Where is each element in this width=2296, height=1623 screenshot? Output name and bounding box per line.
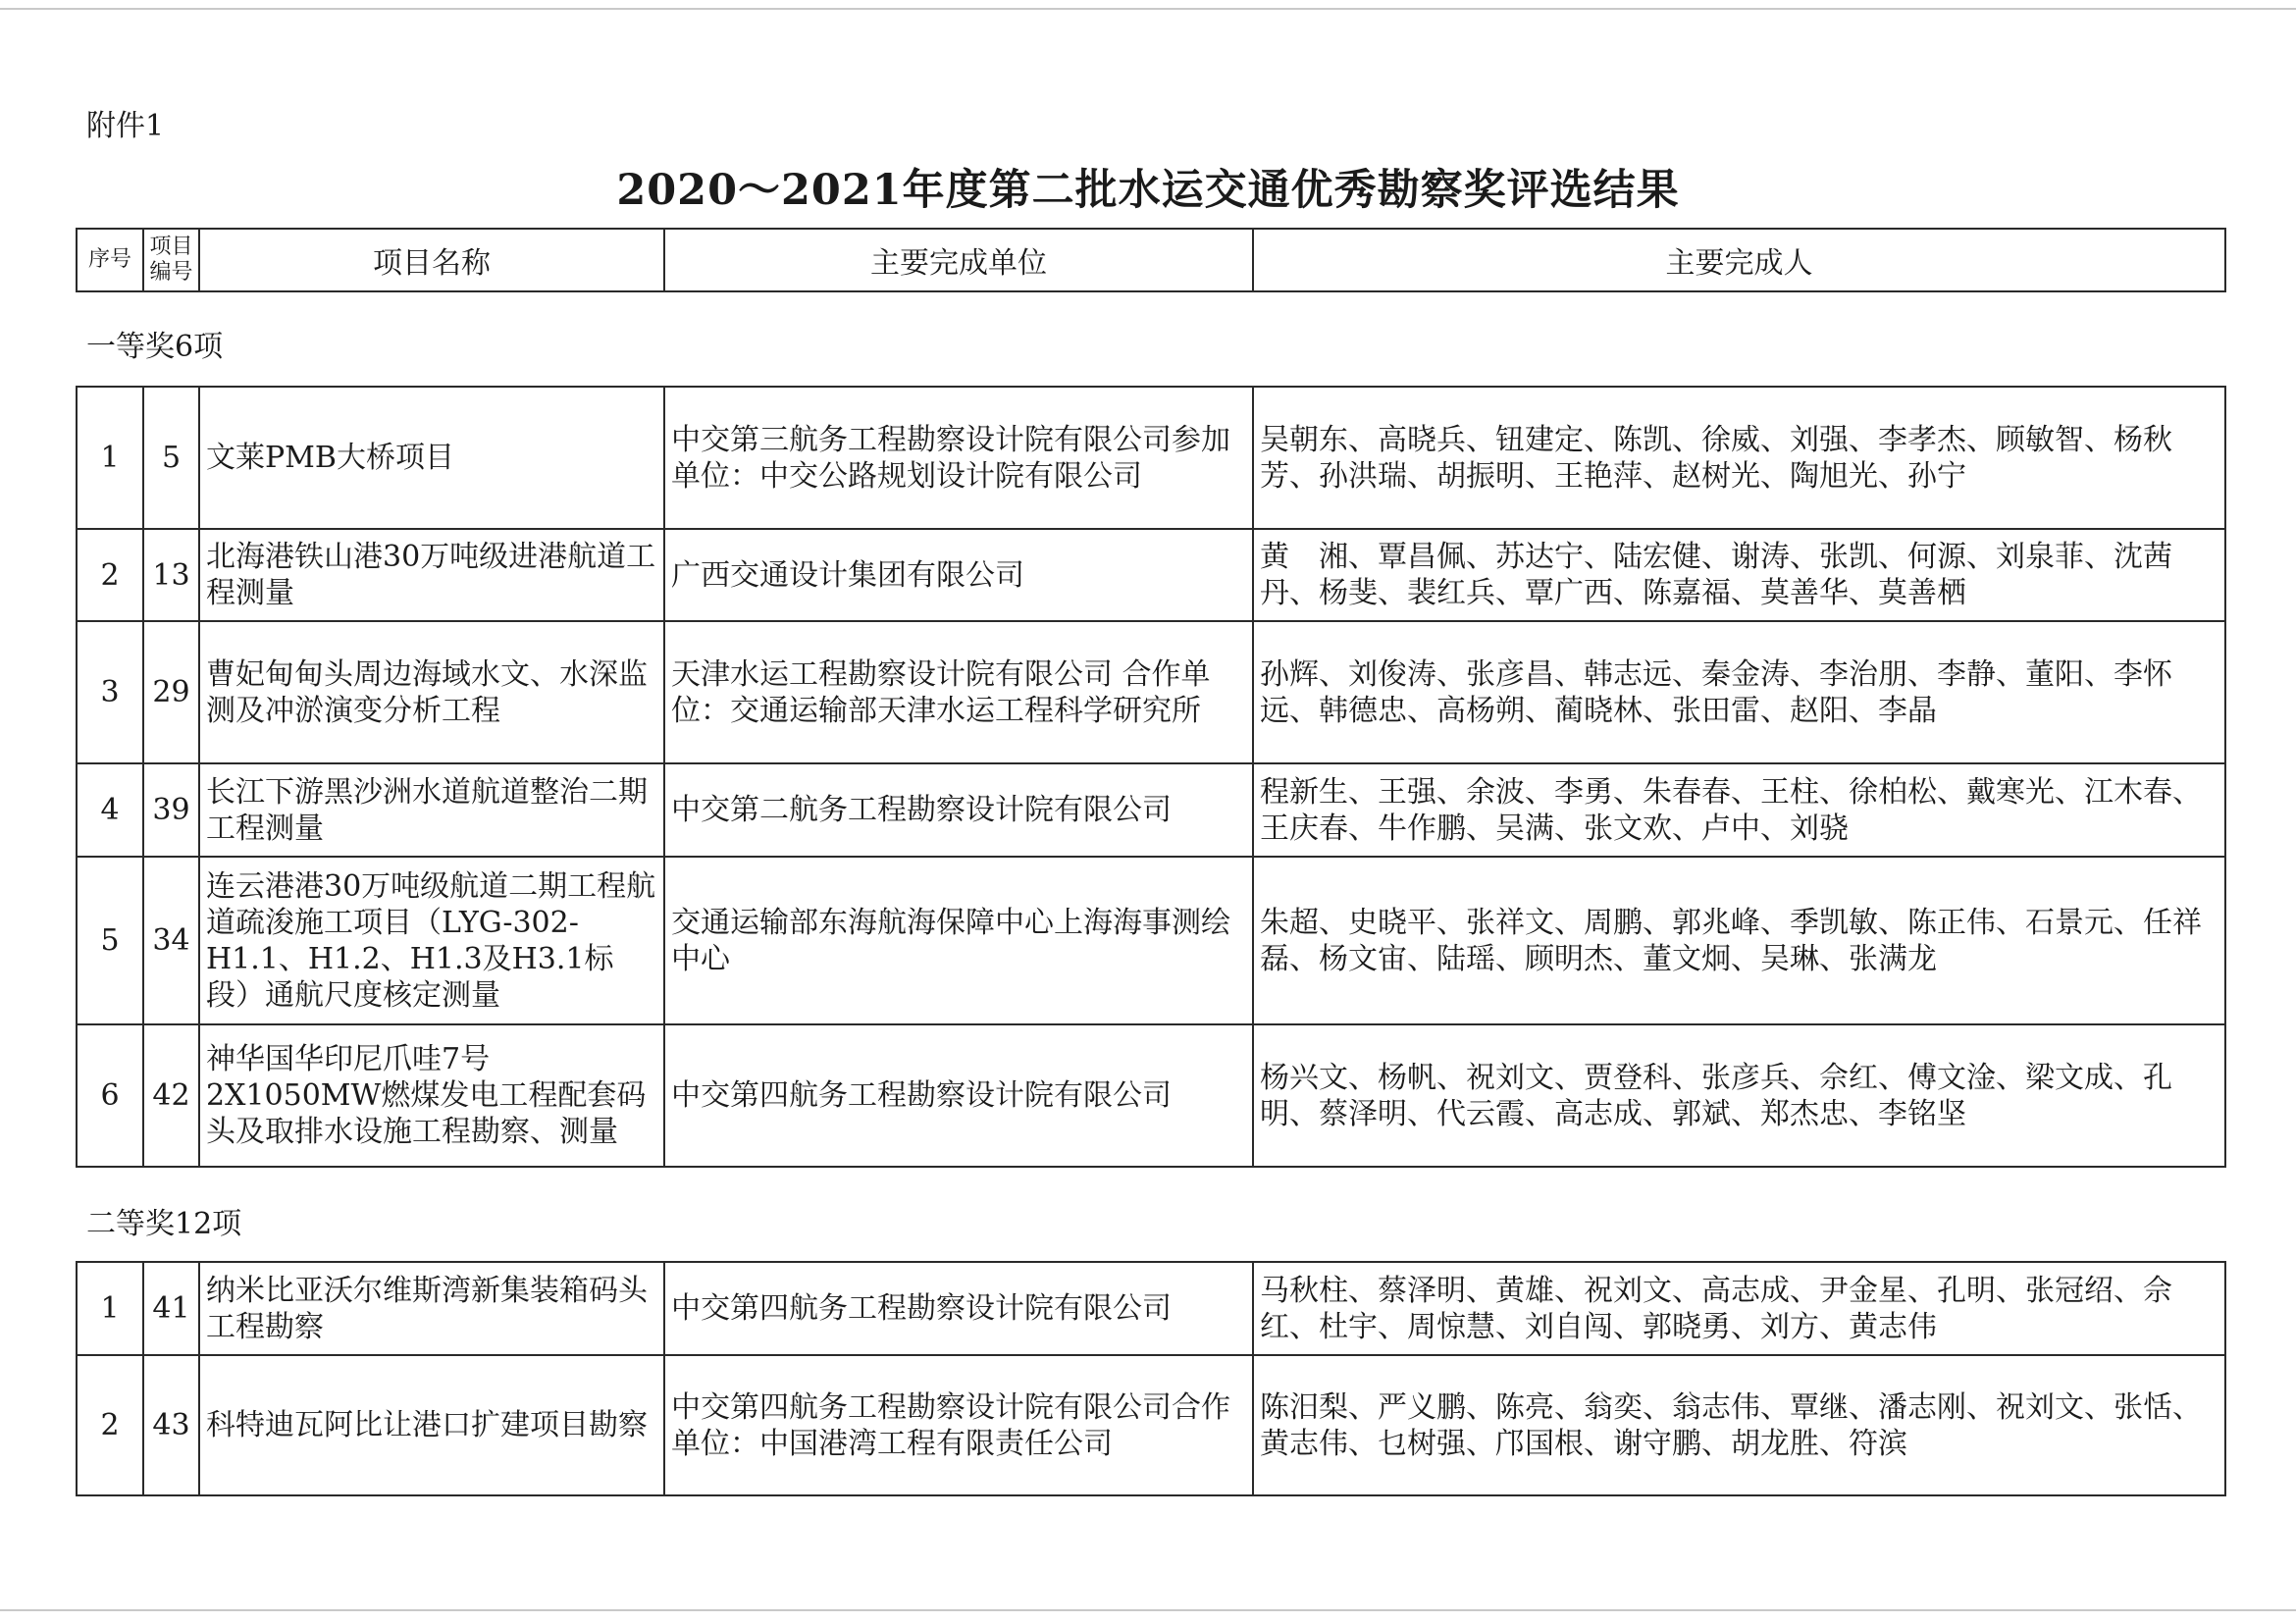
second-prize-label: 二等奖12项 <box>86 1207 242 1241</box>
row-persons: 吴朝东、高晓兵、钮建定、陈凯、徐威、刘强、李孝杰、顾敏智、杨秋芳、孙洪瑞、胡振明、王艳萍、赵树光、陶旭光、孙宁 <box>1253 387 2225 529</box>
row-project-name: 连云港港30万吨级航道二期工程航道疏浚施工项目（LYG-302-H1.1、H1.2、H1.3及H3.1标段）通航尺度核定测量 <box>199 857 664 1024</box>
row-project-name: 北海港铁山港30万吨级进港航道工程测量 <box>199 529 664 621</box>
header-project-no-line2: 编号 <box>149 260 193 285</box>
row-project-no: 29 <box>143 621 199 763</box>
row-persons: 朱超、史晓平、张祥文、周鹏、郭兆峰、季凯敏、陈正伟、石景元、任祥磊、杨文宙、陆瑶、顾明杰、董文炯、吴琳、张满龙 <box>1253 857 2225 1024</box>
row-project-no: 13 <box>143 529 199 621</box>
row-project-no: 41 <box>143 1262 199 1355</box>
second-prize-table <box>76 1261 2226 1496</box>
first-prize-label: 一等奖6项 <box>86 330 224 364</box>
header-project-no <box>143 229 199 291</box>
row-project-no: 42 <box>143 1024 199 1167</box>
header-seq: 序号 <box>77 229 143 291</box>
table-row <box>77 1355 2225 1495</box>
row-seq: 6 <box>77 1024 143 1167</box>
row-persons: 孙辉、刘俊涛、张彦昌、韩志远、秦金涛、李治朋、李静、董阳、李怀远、韩德忠、高杨朔、蔺晓林、张田雷、赵阳、李晶 <box>1253 621 2225 763</box>
row-project-name: 科特迪瓦阿比让港口扩建项目勘察 <box>199 1355 664 1495</box>
row-persons: 马秋柱、蔡泽明、黄雄、祝刘文、高志成、尹金星、孔明、张冠绍、佘红、杜宇、周惊慧、刘自闯、郭晓勇、刘方、黄志伟 <box>1253 1262 2225 1355</box>
row-project-no: 39 <box>143 763 199 857</box>
row-seq: 2 <box>77 529 143 621</box>
row-seq: 2 <box>77 1355 143 1495</box>
row-project-name: 长江下游黑沙洲水道航道整治二期工程测量 <box>199 763 664 857</box>
row-project-no: 5 <box>143 387 199 529</box>
row-project-no: 43 <box>143 1355 199 1495</box>
row-persons: 杨兴文、杨帆、祝刘文、贾登科、张彦兵、佘红、傅文淦、梁文成、孔明、蔡泽明、代云霞、高志成、郭斌、郑杰忠、李铭坚 <box>1253 1024 2225 1167</box>
table-row <box>77 529 2225 621</box>
row-unit: 中交第四航务工程勘察设计院有限公司合作单位：中国港湾工程有限责任公司 <box>664 1355 1253 1495</box>
scan-bottom-edge <box>0 1609 2296 1611</box>
row-project-name: 文莱PMB大桥项目 <box>199 387 664 529</box>
row-unit: 中交第三航务工程勘察设计院有限公司参加单位：中交公路规划设计院有限公司 <box>664 387 1253 529</box>
row-unit: 天津水运工程勘察设计院有限公司 合作单位：交通运输部天津水运工程科学研究所 <box>664 621 1253 763</box>
first-prize-table <box>76 386 2226 1168</box>
header-project-no-line1: 项目 <box>149 235 193 259</box>
row-unit: 中交第四航务工程勘察设计院有限公司 <box>664 1024 1253 1167</box>
table-row <box>77 621 2225 763</box>
scan-top-edge <box>0 8 2296 10</box>
table-row <box>77 763 2225 857</box>
row-unit: 交通运输部东海航海保障中心上海海事测绘中心 <box>664 857 1253 1024</box>
table-row <box>77 1262 2225 1355</box>
row-project-no: 34 <box>143 857 199 1024</box>
header-table <box>76 228 2226 292</box>
row-project-name: 曹妃甸甸头周边海域水文、水深监测及冲淤演变分析工程 <box>199 621 664 763</box>
row-persons: 黄 湘、覃昌佩、苏达宁、陆宏健、谢涛、张凯、何源、刘泉菲、沈茜丹、杨斐、裴红兵、覃广西、陈嘉福、莫善华、莫善栖 <box>1253 529 2225 621</box>
row-persons: 陈汨梨、严义鹏、陈亮、翁奕、翁志伟、覃继、潘志刚、祝刘文、张恬、黄志伟、乜树强、邝国根、谢守鹏、胡龙胜、符滨 <box>1253 1355 2225 1495</box>
page-title: 2020～2021年度第二批水运交通优秀勘察奖评选结果 <box>616 166 1680 215</box>
row-persons: 程新生、王强、余波、李勇、朱春春、王柱、徐柏松、戴寒光、江木春、王庆春、牛作鹏、吴满、张文欢、卢中、刘骁 <box>1253 763 2225 857</box>
row-seq: 3 <box>77 621 143 763</box>
header-persons: 主要完成人 <box>1253 229 2225 291</box>
table-row <box>77 387 2225 529</box>
header-row <box>77 229 2225 291</box>
table-row <box>77 1024 2225 1167</box>
header-project-name: 项目名称 <box>199 229 664 291</box>
row-project-name: 神华国华印尼爪哇7号2X1050MW燃煤发电工程配套码头及取排水设施工程勘察、测量 <box>199 1024 664 1167</box>
row-unit: 中交第二航务工程勘察设计院有限公司 <box>664 763 1253 857</box>
table-row <box>77 857 2225 1024</box>
row-project-name: 纳米比亚沃尔维斯湾新集装箱码头工程勘察 <box>199 1262 664 1355</box>
row-seq: 1 <box>77 1262 143 1355</box>
row-unit: 广西交通设计集团有限公司 <box>664 529 1253 621</box>
row-seq: 5 <box>77 857 143 1024</box>
row-seq: 1 <box>77 387 143 529</box>
header-unit: 主要完成单位 <box>664 229 1253 291</box>
row-unit: 中交第四航务工程勘察设计院有限公司 <box>664 1262 1253 1355</box>
attachment-label: 附件1 <box>86 109 165 143</box>
row-seq: 4 <box>77 763 143 857</box>
